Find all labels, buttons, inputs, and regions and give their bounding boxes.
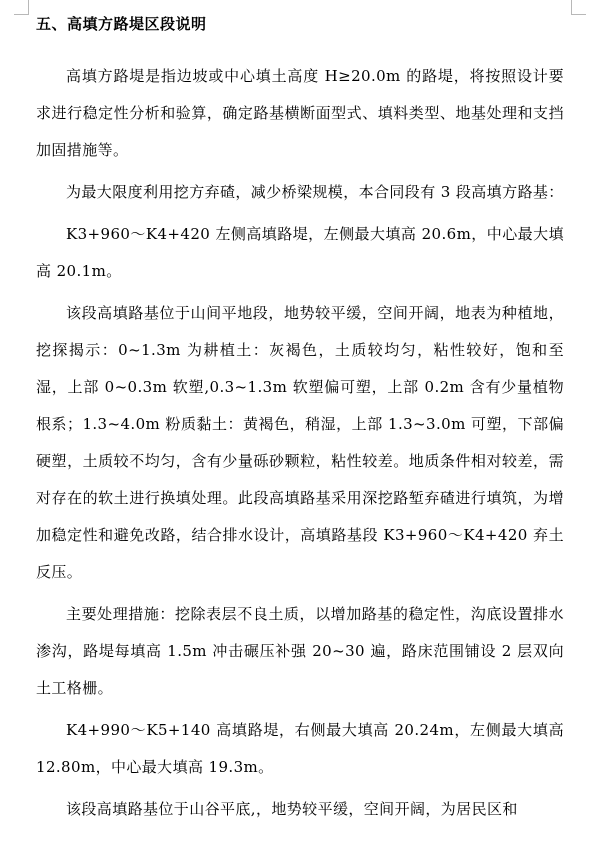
section-title: 五、高填方路堤区段说明: [36, 15, 207, 33]
paragraph-segment-2-geology: 该段高填路基位于山谷平底,，地势较平缓，空间开阔，为居民区和: [66, 800, 518, 818]
paragraph-definition: 高填方路堤是指边坡或中心填土高度 H≥20.0m 的路堤，将按照设计要求进行稳定性分析和验算，确定路基横断面型式、填料类型、地基处理和支挡加固措施等。: [36, 67, 564, 159]
page-corner-mark-right: [571, 0, 586, 15]
paragraph-overview: 为最大限度利用挖方弃碴，减少桥梁规模，本合同段有 3 段高填方路基：: [66, 183, 564, 201]
page-corner-mark-left: [14, 0, 29, 15]
paragraph-segment-2: K4+990～K5+140 高填路堤，右侧最大填高 20.24m，左侧最大填高 12.80m，中心最大填高 19.3m。: [36, 721, 564, 776]
paragraph-segment-1-geology: 该段高填路基位于山间平地段，地势较平缓，空间开阔，地表为种植地，挖探揭示：0~1.3m 为耕植土：灰褐色，土质较均匀，粘性较好，饱和至湿，上部 0~0.3m 软塑,0.3~1.3m 软塑偏可塑，上部 0.2m 含有少量植物根系；1.3~4.0m 粉质黏土：黄褐色，稍湿，上部 1.3~3.0m 可塑，下部偏硬塑，土质较不均匀，含有少量砾砂颗粒，粘性较差。地质条件相对较差，需对存在的软土进行换填处理。此段高填路基采用深挖路堑弃碴进行填筑，为增加稳定性和避免改路，结合排水设计，高填路基段 K3+960～K4+420 弃土反压。: [36, 304, 564, 581]
body-text: [36, 58, 564, 833]
paragraph-segment-1: K3+960～K4+420 左侧高填路堤，左侧最大填高 20.6m，中心最大填高 20.1m。: [36, 225, 564, 280]
paragraph-treatment-measures: 主要处理措施：挖除表层不良土质，以增加路基的稳定性，沟底设置排水渗沟，路堤每填高 1.5m 冲击碾压补强 20~30 遍，路床范围铺设 2 层双向土工格栅。: [36, 605, 564, 697]
